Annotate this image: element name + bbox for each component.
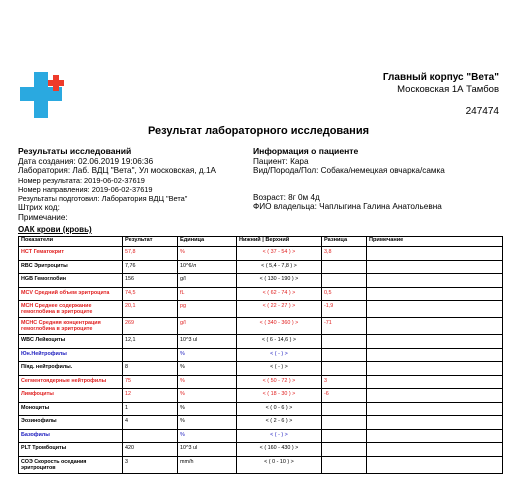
table-header-row bbox=[19, 237, 503, 247]
cell-note bbox=[367, 429, 503, 443]
cell-range: < ( 130 - 190 ) > bbox=[237, 274, 322, 288]
table-row bbox=[19, 389, 503, 403]
cell-note bbox=[367, 416, 503, 430]
cell-unit: pg bbox=[178, 301, 237, 318]
cell-unit: 10^6/л bbox=[178, 260, 237, 274]
table-row bbox=[19, 287, 503, 301]
cell-result: 3 bbox=[123, 456, 178, 473]
cell-difference bbox=[322, 335, 367, 349]
col-header-result: Результат bbox=[123, 237, 178, 247]
cell-range: < ( 5,4 - 7,8 ) > bbox=[237, 260, 322, 274]
cell-unit: 10^3 ul bbox=[178, 335, 237, 349]
cell-note bbox=[367, 335, 503, 349]
clinic-logo-cross-icon bbox=[20, 72, 66, 118]
cell-range: < ( 2 - 6 ) > bbox=[237, 416, 322, 430]
cell-range: < ( 6 - 14,6 ) > bbox=[237, 335, 322, 349]
cell-indicator: MCH Среднее содержание гемоглобина в эритроците bbox=[19, 301, 123, 318]
referral-number: Номер направления: 2019-06-02-37619 bbox=[18, 184, 153, 194]
cell-difference bbox=[322, 362, 367, 376]
cell-indicator: Юн.Нейтрофилы bbox=[19, 348, 123, 362]
cell-unit: % bbox=[178, 247, 237, 261]
cell-indicator: Лимфоциты bbox=[19, 389, 123, 403]
cell-result bbox=[123, 348, 178, 362]
cell-result: 156 bbox=[123, 274, 178, 288]
cell-result: 269 bbox=[123, 318, 178, 335]
patient-age: Возраст: 8г 0м 4д bbox=[253, 192, 320, 202]
cell-note bbox=[367, 318, 503, 335]
cell-indicator: MCV Средний объем эритроцита bbox=[19, 287, 123, 301]
cell-unit: % bbox=[178, 416, 237, 430]
cell-note bbox=[367, 402, 503, 416]
cell-result: 8 bbox=[123, 362, 178, 376]
cell-result: 7,76 bbox=[123, 260, 178, 274]
cell-note bbox=[367, 443, 503, 457]
cell-difference bbox=[322, 260, 367, 274]
patient-info bbox=[253, 147, 503, 212]
patient-heading: Информация о пациенте bbox=[253, 146, 359, 156]
cell-range: < ( - ) > bbox=[237, 348, 322, 362]
cell-unit: 10^3 ul bbox=[178, 443, 237, 457]
cell-difference bbox=[322, 429, 367, 443]
cell-indicator: Базофилы bbox=[19, 429, 123, 443]
clinic-name: Главный корпус "Вета" bbox=[382, 72, 499, 83]
cell-note bbox=[367, 247, 503, 261]
table-row bbox=[19, 375, 503, 389]
cell-note bbox=[367, 389, 503, 403]
cell-note bbox=[367, 456, 503, 473]
cell-unit: g/l bbox=[178, 274, 237, 288]
col-header-difference: Разница bbox=[322, 237, 367, 247]
table-row bbox=[19, 456, 503, 473]
table-row bbox=[19, 335, 503, 349]
table-row bbox=[19, 429, 503, 443]
table-row bbox=[19, 402, 503, 416]
cell-result: 74,5 bbox=[123, 287, 178, 301]
cell-indicator: HCT Гематокрит bbox=[19, 247, 123, 261]
cell-range: < ( 340 - 360 ) > bbox=[237, 318, 322, 335]
cell-indicator: СОЭ Скорость оседания эритроцитов bbox=[19, 456, 123, 473]
cell-difference: -1,9 bbox=[322, 301, 367, 318]
table-row bbox=[19, 416, 503, 430]
document-number: 247474 bbox=[465, 106, 499, 117]
table-row bbox=[19, 318, 503, 335]
cell-range: < ( 160 - 430 ) > bbox=[237, 443, 322, 457]
result-number: Номер результата: 2019-06-02-37619 bbox=[18, 175, 145, 185]
cell-indicator: П/яд. нейтрофилы. bbox=[19, 362, 123, 376]
cell-result: 1 bbox=[123, 402, 178, 416]
results-heading: Результаты исследований bbox=[18, 146, 132, 156]
cell-result: 57,8 bbox=[123, 247, 178, 261]
cell-unit: % bbox=[178, 375, 237, 389]
clinic-address: Московская 1А Тамбов bbox=[397, 84, 499, 95]
cell-unit: % bbox=[178, 362, 237, 376]
cell-difference bbox=[322, 274, 367, 288]
cell-difference bbox=[322, 348, 367, 362]
cell-result: 75 bbox=[123, 375, 178, 389]
cell-indicator: HGB Гемоглобин bbox=[19, 274, 123, 288]
cell-range: < ( - ) > bbox=[237, 429, 322, 443]
table-row bbox=[19, 348, 503, 362]
table-title: ОАК крови (кровь) bbox=[18, 225, 92, 234]
cell-range: < ( 18 - 30 ) > bbox=[237, 389, 322, 403]
cell-unit: mm/h bbox=[178, 456, 237, 473]
cell-indicator: MCHC Средняя концентрация гемоглобина в эритроците bbox=[19, 318, 123, 335]
cell-note bbox=[367, 274, 503, 288]
cell-note bbox=[367, 375, 503, 389]
table-row bbox=[19, 301, 503, 318]
cell-indicator: PLT Тромбоциты bbox=[19, 443, 123, 457]
table-row bbox=[19, 274, 503, 288]
document-title: Результат лабораторного исследования bbox=[147, 125, 369, 137]
cell-note bbox=[367, 348, 503, 362]
cell-note bbox=[367, 287, 503, 301]
barcode-label: Штрих код: bbox=[18, 203, 60, 213]
laboratory: Лаборатория: Лаб. ВДЦ "Вета", Ул московская, д.1А bbox=[18, 166, 216, 176]
cell-indicator: WBC Лейкоциты bbox=[19, 335, 123, 349]
cell-difference: 3,8 bbox=[322, 247, 367, 261]
cell-indicator: RBC Эритроциты bbox=[19, 260, 123, 274]
cell-range: < ( 0 - 10 ) > bbox=[237, 456, 322, 473]
table-row bbox=[19, 443, 503, 457]
col-header-note: Примечание bbox=[367, 237, 503, 247]
cell-note bbox=[367, 362, 503, 376]
cell-unit: % bbox=[178, 429, 237, 443]
cell-note bbox=[367, 260, 503, 274]
owner-name: ФИО владельца: Чаплыгина Галина Анатольевна bbox=[253, 202, 442, 212]
table-row bbox=[19, 260, 503, 274]
cell-result: 12,1 bbox=[123, 335, 178, 349]
cell-range: < ( 0 - 6 ) > bbox=[237, 402, 322, 416]
table-row bbox=[19, 247, 503, 261]
creation-date: Дата создания: 02.06.2019 19:06:36 bbox=[18, 156, 154, 166]
cell-difference bbox=[322, 443, 367, 457]
cell-range: < ( 62 - 74 ) > bbox=[237, 287, 322, 301]
patient-species: Вид/Порода/Пол: Собака/немецкая овчарка/самка bbox=[253, 166, 445, 176]
table-row bbox=[19, 362, 503, 376]
col-header-unit: Единица bbox=[178, 237, 237, 247]
cell-difference: -6 bbox=[322, 389, 367, 403]
results-table bbox=[18, 236, 503, 474]
cell-range: < ( 37 - 54 ) > bbox=[237, 247, 322, 261]
cell-result: 20,1 bbox=[123, 301, 178, 318]
cell-note bbox=[367, 301, 503, 318]
cell-difference: -71 bbox=[322, 318, 367, 335]
cell-result bbox=[123, 429, 178, 443]
patient-name: Пациент: Кара bbox=[253, 156, 309, 166]
cell-indicator: Сегментоядерные нейтрофилы bbox=[19, 375, 123, 389]
cell-indicator: Эозинофилы bbox=[19, 416, 123, 430]
cell-unit: % bbox=[178, 348, 237, 362]
cell-difference bbox=[322, 456, 367, 473]
cell-difference: 0,5 bbox=[322, 287, 367, 301]
col-header-indicator: Показатели bbox=[19, 237, 123, 247]
cell-difference: 3 bbox=[322, 375, 367, 389]
clinic-info bbox=[383, 72, 499, 96]
note-label: Примечание: bbox=[18, 212, 68, 222]
cell-result: 420 bbox=[123, 443, 178, 457]
cell-unit: g/l bbox=[178, 318, 237, 335]
prepared-by: Результаты подготовил: Лаборатория ВДЦ "Вета" bbox=[18, 194, 188, 204]
cell-indicator: Моноциты bbox=[19, 402, 123, 416]
cell-range: < ( - ) > bbox=[237, 362, 322, 376]
cell-difference bbox=[322, 402, 367, 416]
cell-range: < ( 50 - 72 ) > bbox=[237, 375, 322, 389]
cell-range: < ( 22 - 27 ) > bbox=[237, 301, 322, 318]
cell-unit: fL bbox=[178, 287, 237, 301]
col-header-range: Нижний | Верхний bbox=[237, 237, 322, 247]
cell-result: 12 bbox=[123, 389, 178, 403]
cell-result: 4 bbox=[123, 416, 178, 430]
cell-unit: % bbox=[178, 402, 237, 416]
cell-difference bbox=[322, 416, 367, 430]
cell-unit: % bbox=[178, 389, 237, 403]
results-info bbox=[18, 147, 250, 223]
